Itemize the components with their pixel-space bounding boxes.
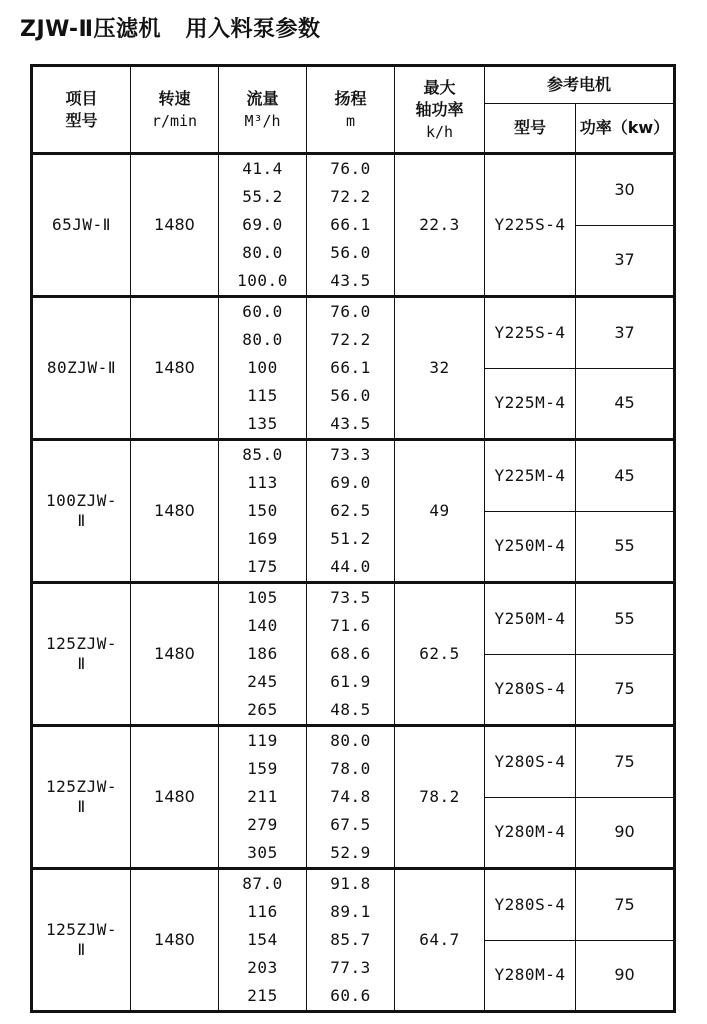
flow-values bbox=[219, 727, 306, 867]
header-speed bbox=[131, 66, 219, 154]
pump-model-cell bbox=[32, 154, 131, 297]
head-values bbox=[307, 870, 394, 1010]
flow-value: 55.2 bbox=[242, 187, 283, 206]
table-body bbox=[32, 154, 675, 1012]
pump-model-line1: 125ZJW- bbox=[46, 920, 117, 939]
flow-cell bbox=[219, 726, 307, 869]
pump-model-cell bbox=[32, 440, 131, 583]
table-row bbox=[32, 583, 675, 655]
header-motor-power: 功率（kw） bbox=[576, 104, 675, 154]
head-value: 67.5 bbox=[330, 815, 371, 834]
head-value: 66.1 bbox=[330, 358, 371, 377]
flow-values bbox=[219, 870, 306, 1010]
shaft-power-cell bbox=[395, 583, 485, 726]
motor-model-value: Y280S-4 bbox=[494, 751, 566, 771]
flow-value: 175 bbox=[247, 557, 278, 576]
motor-power-cell bbox=[576, 654, 675, 726]
pump-model-cell bbox=[32, 583, 131, 726]
motor-model-value: Y225S-4 bbox=[494, 215, 566, 234]
head-value: 89.1 bbox=[330, 902, 371, 921]
header-head bbox=[307, 66, 395, 154]
flow-value: 100 bbox=[247, 358, 278, 377]
head-cell bbox=[307, 154, 395, 297]
header-shaft-power bbox=[395, 66, 485, 154]
head-value: 48.5 bbox=[330, 700, 371, 719]
flow-cell bbox=[219, 154, 307, 297]
pump-model-cell bbox=[32, 869, 131, 1012]
flow-values bbox=[219, 298, 306, 438]
motor-power-cell bbox=[576, 154, 675, 226]
flow-value: 80.0 bbox=[242, 243, 283, 262]
head-cell bbox=[307, 869, 395, 1012]
motor-power-cell bbox=[576, 797, 675, 869]
head-value: 73.5 bbox=[330, 588, 371, 607]
head-value: 51.2 bbox=[330, 529, 371, 548]
header-max-label: 最大 bbox=[423, 77, 456, 97]
shaft-power-value: 49 bbox=[429, 501, 450, 520]
pump-model-line1: 100ZJW- bbox=[46, 491, 117, 510]
header-speed-label: 转速 bbox=[158, 88, 191, 108]
shaft-power-cell bbox=[395, 726, 485, 869]
head-value: 72.2 bbox=[330, 330, 371, 349]
header-flow-unit: M³/h bbox=[244, 111, 281, 130]
header-head-unit: m bbox=[345, 111, 356, 130]
speed-value: 1480 bbox=[154, 358, 195, 377]
flow-values bbox=[219, 584, 306, 724]
flow-value: 105 bbox=[247, 588, 278, 607]
table-row bbox=[32, 440, 675, 512]
header-power-unit: k/h bbox=[425, 122, 454, 141]
header-flow bbox=[219, 66, 307, 154]
flow-value: 215 bbox=[247, 986, 278, 1005]
head-value: 91.8 bbox=[330, 874, 371, 893]
head-cell bbox=[307, 583, 395, 726]
motor-power-value: 37 bbox=[614, 250, 635, 270]
motor-power-cell bbox=[576, 726, 675, 798]
motor-power-value: 37 bbox=[614, 322, 635, 342]
speed-cell bbox=[131, 869, 219, 1012]
table-row bbox=[32, 154, 675, 226]
flow-value: 115 bbox=[247, 386, 278, 405]
motor-model-cell bbox=[485, 511, 576, 583]
motor-model-cell bbox=[485, 797, 576, 869]
motor-model-value: Y225S-4 bbox=[494, 322, 566, 342]
motor-power-cell bbox=[576, 940, 675, 1012]
header-shaft-power-label: 轴功率 bbox=[415, 99, 464, 119]
speed-value: 1480 bbox=[154, 215, 195, 234]
pump-model-line2: Ⅱ bbox=[77, 511, 86, 530]
flow-value: 265 bbox=[247, 700, 278, 719]
head-value: 68.6 bbox=[330, 644, 371, 663]
flow-value: 85.0 bbox=[242, 445, 283, 464]
shaft-power-value: 64.7 bbox=[419, 930, 460, 949]
head-values bbox=[307, 727, 394, 867]
table-row bbox=[32, 726, 675, 798]
motor-model-value: Y280S-4 bbox=[494, 894, 566, 914]
flow-value: 116 bbox=[247, 902, 278, 921]
head-value: 71.6 bbox=[330, 616, 371, 635]
head-value: 74.8 bbox=[330, 787, 371, 806]
flow-value: 113 bbox=[247, 473, 278, 492]
header-model-label: 型号 bbox=[65, 110, 98, 130]
motor-power-value: 75 bbox=[614, 679, 635, 699]
head-value: 56.0 bbox=[330, 386, 371, 405]
motor-model-cell bbox=[485, 154, 576, 297]
head-value: 77.3 bbox=[330, 958, 371, 977]
motor-power-cell bbox=[576, 368, 675, 440]
page-title: ZJW-Ⅱ压滤机 用入料泵参数 bbox=[20, 17, 321, 42]
flow-value: 60.0 bbox=[242, 302, 283, 321]
head-value: 61.9 bbox=[330, 672, 371, 691]
speed-value: 1480 bbox=[154, 644, 195, 663]
speed-cell bbox=[131, 297, 219, 440]
flow-value: 80.0 bbox=[242, 330, 283, 349]
motor-model-cell bbox=[485, 726, 576, 798]
pump-model-line2: Ⅱ bbox=[77, 654, 86, 673]
speed-cell bbox=[131, 726, 219, 869]
head-values bbox=[307, 584, 394, 724]
table-row bbox=[32, 869, 675, 941]
head-value: 62.5 bbox=[330, 501, 371, 520]
shaft-power-value: 78.2 bbox=[419, 787, 460, 806]
flow-value: 135 bbox=[247, 414, 278, 433]
motor-model-cell bbox=[485, 297, 576, 369]
motor-power-value: 90 bbox=[614, 965, 635, 985]
motor-power-value: 55 bbox=[614, 536, 635, 556]
head-cell bbox=[307, 726, 395, 869]
header-head-label: 扬程 bbox=[334, 88, 367, 108]
flow-value: 305 bbox=[247, 843, 278, 862]
motor-power-cell bbox=[576, 583, 675, 655]
speed-value: 1480 bbox=[154, 501, 195, 520]
flow-values bbox=[219, 155, 306, 295]
flow-value: 119 bbox=[247, 731, 278, 750]
motor-power-value: 55 bbox=[614, 608, 635, 628]
speed-cell bbox=[131, 154, 219, 297]
motor-model-value: Y250M-4 bbox=[494, 536, 566, 556]
motor-power-cell bbox=[576, 869, 675, 941]
header-flow-label: 流量 bbox=[246, 88, 279, 108]
pump-model-cell bbox=[32, 726, 131, 869]
speed-cell bbox=[131, 583, 219, 726]
head-value: 56.0 bbox=[330, 243, 371, 262]
shaft-power-cell bbox=[395, 154, 485, 297]
motor-model-value: Y280M-4 bbox=[494, 822, 566, 842]
motor-model-cell bbox=[485, 368, 576, 440]
motor-power-value: 30 bbox=[614, 179, 635, 199]
speed-value: 1480 bbox=[154, 787, 195, 806]
flow-value: 279 bbox=[247, 815, 278, 834]
header-ref-motor: 参考电机 bbox=[485, 66, 675, 104]
head-value: 78.0 bbox=[330, 759, 371, 778]
motor-model-value: Y225M-4 bbox=[494, 393, 566, 413]
header-motor-model: 型号 bbox=[485, 104, 576, 154]
flow-cell bbox=[219, 440, 307, 583]
flow-values bbox=[219, 441, 306, 581]
flow-value: 159 bbox=[247, 759, 278, 778]
shaft-power-cell bbox=[395, 297, 485, 440]
pump-model-line1: 125ZJW- bbox=[46, 777, 117, 796]
flow-cell bbox=[219, 583, 307, 726]
head-value: 85.7 bbox=[330, 930, 371, 949]
head-value: 43.5 bbox=[330, 271, 371, 290]
motor-model-value: Y280S-4 bbox=[494, 679, 566, 699]
head-value: 72.2 bbox=[330, 187, 371, 206]
flow-value: 69.0 bbox=[242, 215, 283, 234]
flow-value: 186 bbox=[247, 644, 278, 663]
flow-value: 154 bbox=[247, 930, 278, 949]
shaft-power-value: 62.5 bbox=[419, 644, 460, 663]
head-value: 44.0 bbox=[330, 557, 371, 576]
flow-value: 140 bbox=[247, 616, 278, 635]
head-value: 76.0 bbox=[330, 159, 371, 178]
motor-power-value: 45 bbox=[614, 393, 635, 413]
head-value: 73.3 bbox=[330, 445, 371, 464]
flow-value: 169 bbox=[247, 529, 278, 548]
shaft-power-value: 32 bbox=[429, 358, 450, 377]
head-cell bbox=[307, 297, 395, 440]
pump-model-line1: 65JW-Ⅱ bbox=[51, 215, 112, 234]
head-value: 66.1 bbox=[330, 215, 371, 234]
header-item-model bbox=[32, 66, 131, 154]
flow-value: 211 bbox=[247, 787, 278, 806]
head-value: 69.0 bbox=[330, 473, 371, 492]
motor-model-cell bbox=[485, 583, 576, 655]
pump-model-cell bbox=[32, 297, 131, 440]
flow-value: 203 bbox=[247, 958, 278, 977]
flow-value: 150 bbox=[247, 501, 278, 520]
shaft-power-cell bbox=[395, 869, 485, 1012]
flow-value: 100.0 bbox=[237, 271, 288, 290]
motor-model-value: Y250M-4 bbox=[494, 608, 566, 628]
pump-model-line2: Ⅱ bbox=[77, 797, 86, 816]
table-row bbox=[32, 297, 675, 369]
flow-cell bbox=[219, 869, 307, 1012]
motor-power-value: 75 bbox=[614, 751, 635, 771]
header-speed-unit: r/min bbox=[151, 111, 198, 130]
motor-power-cell bbox=[576, 225, 675, 297]
motor-power-cell bbox=[576, 440, 675, 512]
motor-power-cell bbox=[576, 511, 675, 583]
motor-model-cell bbox=[485, 869, 576, 941]
header-row-1 bbox=[32, 66, 675, 104]
header-item-label: 项目 bbox=[65, 88, 98, 108]
motor-power-value: 75 bbox=[614, 894, 635, 914]
pump-model-line1: 80ZJW-Ⅱ bbox=[46, 358, 117, 377]
pump-model-line2: Ⅱ bbox=[77, 940, 86, 959]
head-value: 80.0 bbox=[330, 731, 371, 750]
head-value: 52.9 bbox=[330, 843, 371, 862]
motor-power-cell bbox=[576, 297, 675, 369]
speed-value: 1480 bbox=[154, 930, 195, 949]
head-value: 76.0 bbox=[330, 302, 371, 321]
head-cell bbox=[307, 440, 395, 583]
head-values bbox=[307, 298, 394, 438]
head-values bbox=[307, 441, 394, 581]
speed-cell bbox=[131, 440, 219, 583]
motor-model-value: Y225M-4 bbox=[494, 465, 566, 485]
flow-value: 245 bbox=[247, 672, 278, 691]
shaft-power-cell bbox=[395, 440, 485, 583]
pump-model-line1: 125ZJW- bbox=[46, 634, 117, 653]
motor-power-value: 45 bbox=[614, 465, 635, 485]
motor-model-cell bbox=[485, 654, 576, 726]
flow-value: 41.4 bbox=[242, 159, 283, 178]
motor-power-value: 90 bbox=[614, 822, 635, 842]
shaft-power-value: 22.3 bbox=[419, 215, 460, 234]
motor-model-value: Y280M-4 bbox=[494, 965, 566, 985]
head-value: 60.6 bbox=[330, 986, 371, 1005]
motor-model-cell bbox=[485, 940, 576, 1012]
pump-parameter-table bbox=[30, 64, 676, 1013]
motor-model-cell bbox=[485, 440, 576, 512]
flow-cell bbox=[219, 297, 307, 440]
flow-value: 87.0 bbox=[242, 874, 283, 893]
head-values bbox=[307, 155, 394, 295]
head-value: 43.5 bbox=[330, 414, 371, 433]
